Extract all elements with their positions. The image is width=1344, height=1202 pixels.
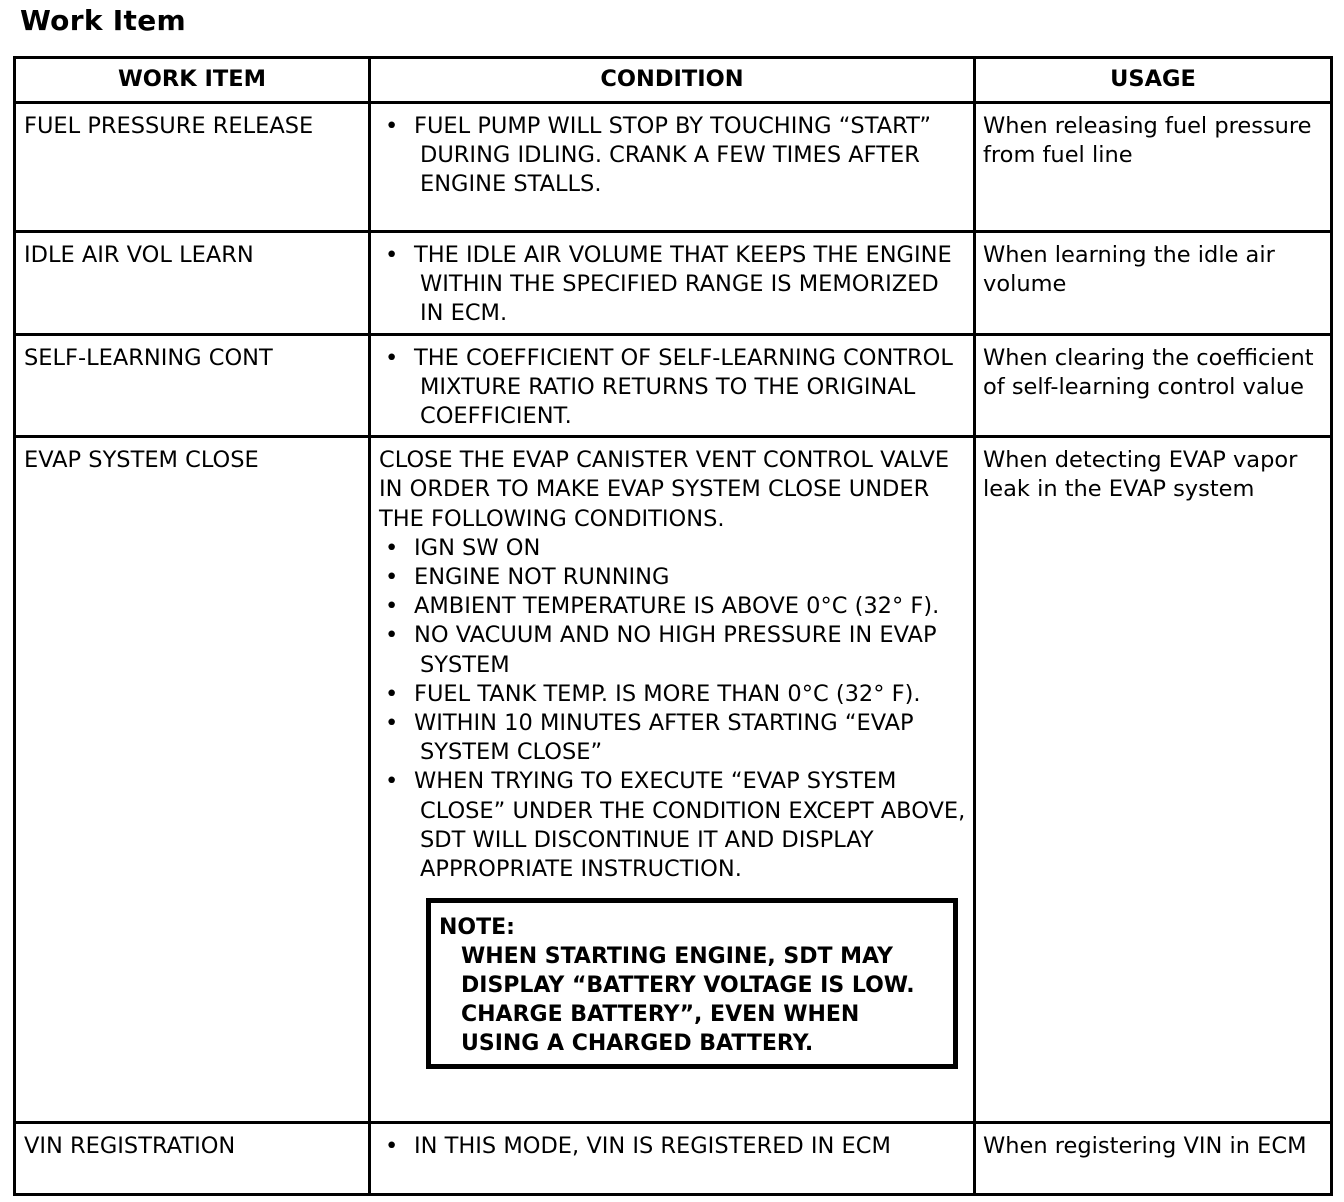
usage-cell bbox=[975, 437, 1332, 1123]
header-condition: CONDITION bbox=[370, 58, 975, 103]
condition-cell bbox=[370, 1123, 975, 1195]
work-item-cell bbox=[15, 1123, 370, 1195]
condition-cell bbox=[370, 334, 975, 437]
usage-text: When registering VIN in ECM bbox=[983, 1133, 1307, 1160]
work-item-cell bbox=[15, 334, 370, 437]
condition-bullet: • WITHIN 10 MINUTES AFTER STARTING “EVAP SYSTEM CLOSE” bbox=[379, 709, 967, 767]
condition-list bbox=[379, 534, 967, 884]
work-item-name: FUEL PRESSURE RELEASE bbox=[24, 113, 314, 139]
condition-bullet: • THE IDLE AIR VOLUME THAT KEEPS THE ENGINE WITHIN THE SPECIFIED RANGE IS MEMORIZED IN ECM. bbox=[379, 241, 967, 329]
header-work-item: WORK ITEM bbox=[15, 58, 370, 103]
usage-text: When clearing the coefficient of self-learning control value bbox=[983, 344, 1314, 400]
note-body: WHEN STARTING ENGINE, SDT MAY DISPLAY “BATTERY VOLTAGE IS LOW. CHARGE BATTERY”, EVEN WHEN USING A CHARGED BATTERY. bbox=[461, 944, 915, 1057]
usage-text: When detecting EVAP vapor leak in the EVAP system bbox=[983, 447, 1298, 503]
condition-bullet: • THE COEFFICIENT OF SELF-LEARNING CONTROL MIXTURE RATIO RETURNS TO THE ORIGINAL COEFFICIENT. bbox=[379, 344, 967, 432]
usage-cell bbox=[975, 1123, 1332, 1195]
usage-text: When learning the idle air volume bbox=[983, 242, 1275, 298]
note-title: NOTE: bbox=[439, 915, 515, 941]
condition-list bbox=[379, 1132, 967, 1161]
work-item-cell bbox=[15, 103, 370, 232]
work-item-cell bbox=[15, 437, 370, 1123]
work-item-name: VIN REGISTRATION bbox=[24, 1133, 236, 1160]
usage-cell bbox=[975, 103, 1332, 232]
condition-bullet: • FUEL PUMP WILL STOP BY TOUCHING “START” DURING IDLING. CRANK A FEW TIMES AFTER ENGINE STALLS. bbox=[379, 112, 967, 200]
table-header-row bbox=[15, 58, 1332, 103]
page-title: Work Item bbox=[20, 4, 186, 37]
condition-bullet: • AMBIENT TEMPERATURE IS ABOVE 0°C (32° F). bbox=[379, 592, 967, 621]
condition-cell bbox=[370, 232, 975, 335]
condition-cell bbox=[370, 437, 975, 1123]
condition-bullet: • ENGINE NOT RUNNING bbox=[379, 563, 967, 592]
usage-cell bbox=[975, 232, 1332, 335]
condition-bullet: • IN THIS MODE, VIN IS REGISTERED IN ECM bbox=[379, 1132, 967, 1161]
header-usage: USAGE bbox=[975, 58, 1332, 103]
condition-intro: CLOSE THE EVAP CANISTER VENT CONTROL VALVE IN ORDER TO MAKE EVAP SYSTEM CLOSE UNDER THE FOLLOWING CONDITIONS. bbox=[379, 447, 950, 532]
condition-bullet: • WHEN TRYING TO EXECUTE “EVAP SYSTEM CLOSE” UNDER THE CONDITION EXCEPT ABOVE, SDT WILL DISCONTINUE IT AND DISPLAY APPROPRIATE INSTRUCTION. bbox=[379, 767, 967, 884]
condition-cell bbox=[370, 103, 975, 232]
work-item-name: EVAP SYSTEM CLOSE bbox=[24, 447, 259, 474]
work-item-name: IDLE AIR VOL LEARN bbox=[24, 242, 254, 268]
condition-list bbox=[379, 241, 967, 329]
condition-bullet: • IGN SW ON bbox=[379, 534, 967, 563]
table-row bbox=[15, 334, 1332, 437]
note-box bbox=[426, 898, 958, 1069]
table-row bbox=[15, 232, 1332, 335]
usage-cell bbox=[975, 334, 1332, 437]
table-row bbox=[15, 437, 1332, 1123]
table-row bbox=[15, 103, 1332, 232]
work-item-name: SELF-LEARNING CONT bbox=[24, 344, 273, 371]
condition-bullet: • FUEL TANK TEMP. IS MORE THAN 0°C (32° F). bbox=[379, 680, 967, 709]
table-row bbox=[15, 1123, 1332, 1195]
condition-list bbox=[379, 112, 967, 200]
condition-bullet: • NO VACUUM AND NO HIGH PRESSURE IN EVAP SYSTEM bbox=[379, 621, 967, 679]
condition-list bbox=[379, 344, 967, 432]
usage-text: When releasing fuel pressure from fuel line bbox=[983, 113, 1312, 169]
work-item-table bbox=[13, 56, 1333, 1196]
work-item-cell bbox=[15, 232, 370, 335]
